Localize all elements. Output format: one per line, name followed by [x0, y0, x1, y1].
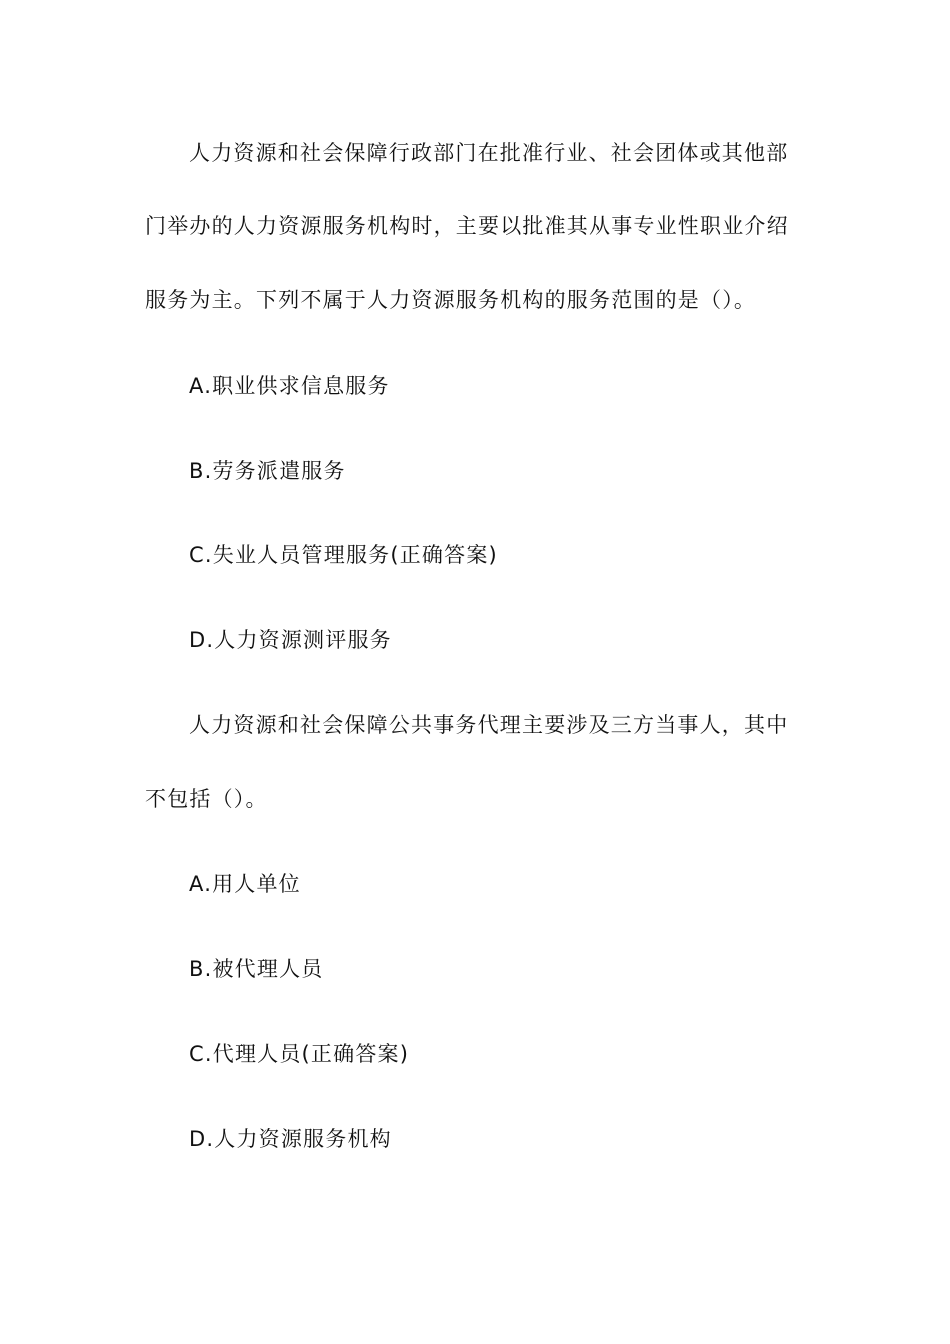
question-2-option-c: C.代理人员(正确答案) [189, 1042, 410, 1066]
question-1-option-d: D.人力资源测评服务 [189, 628, 392, 652]
question-2-option-a: A.用人单位 [189, 872, 301, 896]
question-1-option-b: B.劳务派遣服务 [189, 459, 346, 483]
question-1-stem-line-2: 门举办的人力资源服务机构时，主要以批准其从事专业性职业介绍 [145, 214, 789, 238]
question-1-stem-line-1: 人力资源和社会保障行政部门在批准行业、社会团体或其他部 [189, 141, 789, 165]
question-1-option-c: C.失业人员管理服务(正确答案) [189, 543, 498, 567]
question-1-option-a: A.职业供求信息服务 [189, 374, 390, 398]
question-2-option-d: D.人力资源服务机构 [189, 1127, 392, 1151]
question-1-stem-line-3: 服务为主。下列不属于人力资源服务机构的服务范围的是（）。 [145, 288, 757, 312]
question-2-stem-line-2: 不包括（）。 [145, 787, 268, 811]
question-2-option-b: B.被代理人员 [189, 957, 324, 981]
question-2-stem-line-1: 人力资源和社会保障公共事务代理主要涉及三方当事人，其中 [189, 713, 789, 737]
